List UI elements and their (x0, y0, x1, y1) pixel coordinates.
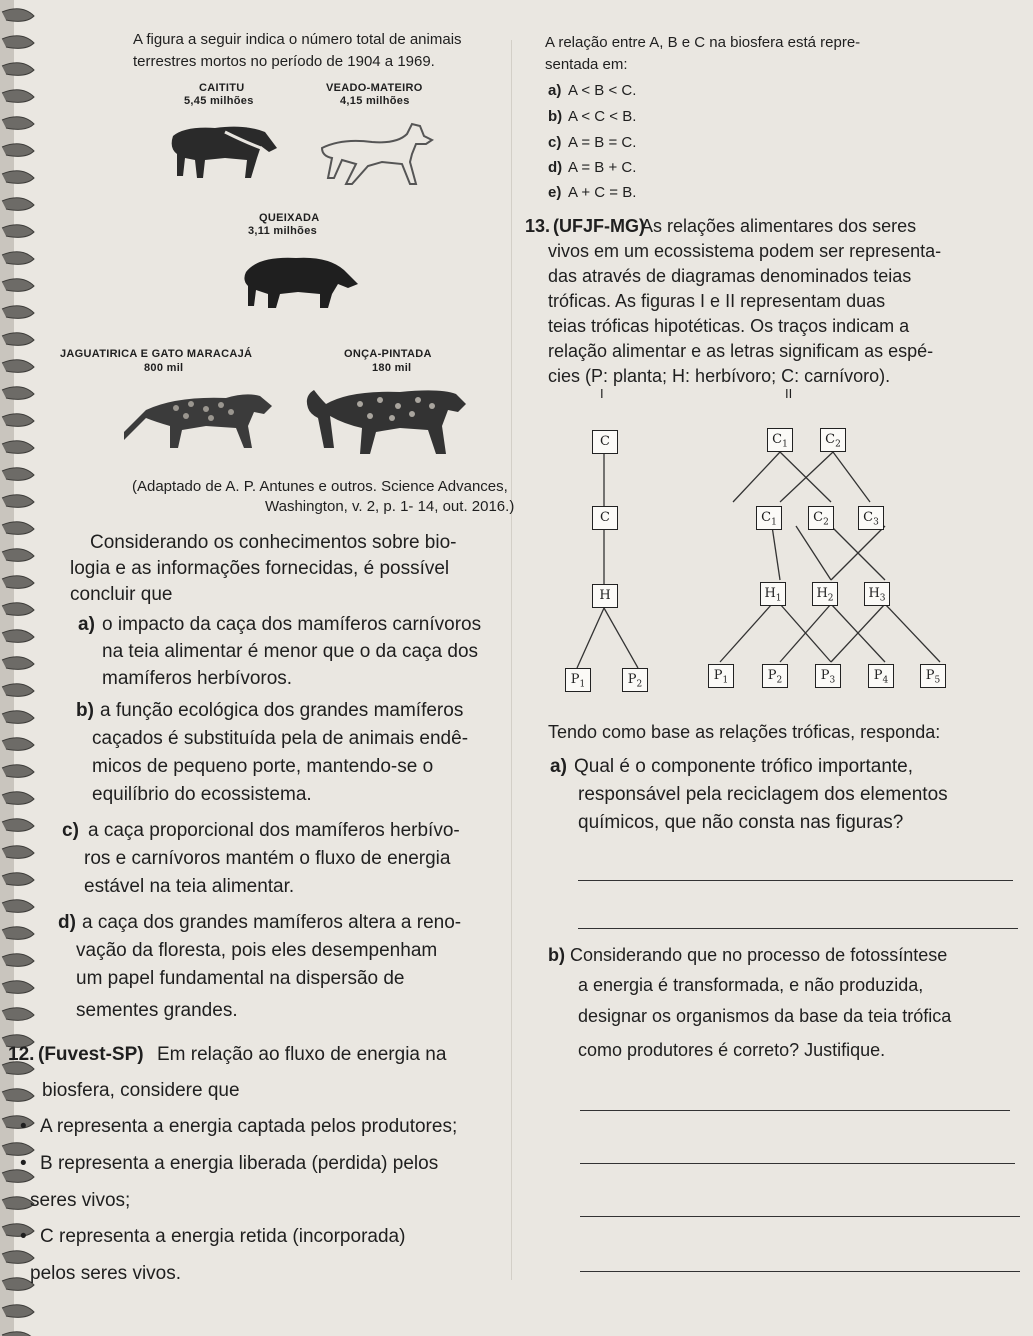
web2-node-c3: $C_3$ (858, 506, 884, 530)
q12-source: (Fuvest-SP) (38, 1044, 144, 1065)
column-divider (511, 40, 512, 1280)
binding-ring (2, 360, 34, 373)
q12-bullet-c: C representa a energia retida (incorporada) (40, 1226, 406, 1247)
web2-node-c1-top: $C_1$ (767, 428, 793, 452)
binding-ring (2, 900, 34, 913)
intro-line-1: A figura a seguir indica o número total de animais (133, 31, 462, 48)
q12-bullet-a: A representa a energia captada pelos produtores; (40, 1116, 458, 1137)
animal-name-caititu: CAITITU (199, 82, 245, 94)
q12-number: 12. (8, 1044, 35, 1065)
web1-node-p1: $P_1$ (565, 668, 591, 692)
option-b-letter: b) (76, 700, 94, 721)
option-c-line: ros e carnívoros mantém o fluxo de energia (84, 848, 451, 869)
prompt-line-2: logia e as informações fornecidas, é possível (70, 558, 450, 579)
option-c-letter: c) (62, 820, 79, 841)
qb-line: a energia é transformada, e não produzida, (578, 975, 924, 995)
q12-option-b[interactable]: A < C < B. (568, 108, 637, 125)
animal-name-queixada: QUEIXADA (259, 212, 320, 224)
web2-node-p2: $P_2$ (762, 664, 788, 688)
answer-line[interactable] (580, 1110, 1010, 1111)
option-d-line: um papel fundamental na dispersão de (76, 968, 405, 989)
q12-option-letter: e) (548, 184, 562, 201)
answer-line[interactable] (578, 880, 1013, 881)
binding-ring (2, 225, 34, 238)
option-c-line: a caça proporcional dos mamíferos herbívo- (88, 820, 460, 841)
q12-option-letter: c) (548, 134, 562, 151)
web2-node-c1: $C_1$ (756, 506, 782, 530)
binding-ring (2, 549, 34, 562)
animal-name-jaguatirica: JAGUATIRICA E GATO MARACAJÁ (60, 348, 253, 360)
q12-option-c[interactable]: A = B = C. (568, 134, 637, 151)
option-a-line: mamíferos herbívoros. (102, 668, 293, 689)
animal-name-onca: ONÇA-PINTADA (344, 348, 432, 360)
q13-line: tróficas. As figuras I e II representam duas (548, 291, 886, 311)
binding-ring (2, 1008, 34, 1021)
q13-line: As relações alimentares dos seres (641, 216, 917, 236)
source-line-2: Washington, v. 2, p. 1- 14, out. 2016.) (265, 498, 515, 515)
option-b-line: micos de pequeno porte, mantendo-se o (92, 756, 434, 777)
q12-option-letter: b) (548, 108, 563, 125)
web2-node-c2-top: $C_2$ (820, 428, 846, 452)
q12-option-a[interactable]: A < B < C. (568, 82, 637, 99)
web-label-ii: II (785, 386, 793, 401)
option-d-line: sementes grandes. (76, 1000, 238, 1021)
option-b-line: equilíbrio do ecossistema. (92, 784, 312, 805)
binding-ring (2, 1305, 34, 1318)
bullet-icon: • (20, 1116, 27, 1137)
binding-ring (2, 1089, 34, 1102)
binding-ring (2, 171, 34, 184)
option-d-line: vação da floresta, pois eles desempenham (76, 940, 438, 961)
q13-source: (UFJF-MG) (553, 216, 645, 236)
animal-count-caititu: 5,45 milhões (184, 95, 254, 107)
binding-ring (2, 1116, 34, 1129)
binding-ring (2, 711, 34, 724)
caititu-illustration (165, 118, 280, 180)
animal-count-jaguatirica: 800 mil (144, 362, 184, 374)
binding-ring (2, 279, 34, 292)
animal-count-veado: 4,15 milhões (340, 95, 410, 107)
binding-ring (2, 387, 34, 400)
binding-ring (2, 765, 34, 778)
q12-option-letter: d) (548, 159, 563, 176)
binding-ring (2, 90, 34, 103)
binding-ring (2, 1251, 34, 1264)
binding-ring (2, 144, 34, 157)
q12-cont-line-2: sentada em: (545, 56, 628, 73)
binding-ring (2, 117, 34, 130)
web2-node-p1: $P_1$ (708, 664, 734, 688)
bullet-icon: • (20, 1153, 27, 1174)
answer-line[interactable] (580, 1216, 1020, 1217)
web-instruction: Tendo como base as relações tróficas, responda: (548, 722, 941, 742)
binding-ring (2, 414, 34, 427)
binding-ring (2, 873, 34, 886)
binding-ring (2, 198, 34, 211)
qb-line: Considerando que no processo de fotossíntese (570, 945, 948, 965)
binding-ring (2, 738, 34, 751)
animal-name-veado: VEADO-MATEIRO (326, 82, 423, 94)
option-d-letter: d) (58, 912, 76, 933)
qb-letter: b) (548, 945, 565, 965)
qa-line: químicos, que não consta nas figuras? (578, 812, 904, 833)
web2-node-h2: $H_2$ (812, 582, 838, 606)
animal-count-queixada: 3,11 milhões (248, 225, 318, 237)
q12-bullet-c-cont: pelos seres vivos. (30, 1263, 182, 1284)
intro-line-2: terrestres mortos no período de 1904 a 1969. (133, 53, 435, 70)
option-c-line: estável na teia alimentar. (84, 876, 295, 897)
binding-ring (2, 846, 34, 859)
binding-ring (2, 684, 34, 697)
web2-node-h1: $H_1$ (760, 582, 786, 606)
q12-bullet-b-cont: seres vivos; (30, 1190, 131, 1211)
web1-node-c: C (592, 506, 618, 530)
binding-ring (2, 252, 34, 265)
web-label-i: I (600, 386, 604, 401)
web1-node-c-top: C (592, 430, 618, 454)
binding-ring (2, 306, 34, 319)
binding-ring (2, 927, 34, 940)
binding-ring (2, 1143, 34, 1156)
option-d-line: a caça dos grandes mamíferos altera a reno- (82, 912, 462, 933)
q12-cont-line-1: A relação entre A, B e C na biosfera está repre- (545, 34, 861, 51)
q12-option-letter: a) (548, 82, 562, 99)
answer-line[interactable] (580, 1271, 1020, 1272)
binding-ring (2, 630, 34, 643)
option-a-line: na teia alimentar é menor que o da caça dos (102, 641, 479, 662)
option-b-line: a função ecológica dos grandes mamíferos (100, 700, 464, 721)
qa-letter: a) (550, 756, 567, 777)
jaguar-illustration (300, 378, 470, 458)
q13-line: vivos em um ecossistema podem ser representa- (548, 241, 942, 261)
prompt-line-1: Considerando os conhecimentos sobre bio- (90, 532, 457, 553)
binding-ring (2, 954, 34, 967)
web2-node-c2: $C_2$ (808, 506, 834, 530)
answer-line[interactable] (580, 1163, 1015, 1164)
binding-ring (2, 333, 34, 346)
ocelot-illustration (116, 382, 276, 452)
binding-ring (2, 981, 34, 994)
web1-node-h: H (592, 584, 618, 608)
animal-count-onca: 180 mil (372, 362, 412, 374)
bullet-icon: • (20, 1226, 27, 1247)
q12-line: biosfera, considere que (42, 1080, 240, 1101)
option-a-letter: a) (78, 614, 95, 635)
web2-node-h3: $H_3$ (864, 582, 890, 606)
web2-node-p5: $P_5$ (920, 664, 946, 688)
qa-line: Qual é o componente trófico importante, (574, 756, 914, 777)
binding-ring (2, 36, 34, 49)
answer-line[interactable] (578, 928, 1018, 929)
binding-ring (2, 522, 34, 535)
binding-ring (2, 603, 34, 616)
binding-ring (2, 1170, 34, 1183)
binding-ring (2, 9, 34, 22)
qa-line: responsável pela reciclagem dos elementos (578, 784, 948, 805)
binding-ring (2, 63, 34, 76)
q13-line: relação alimentar e as letras significam as espé- (548, 341, 934, 361)
web1-node-p2: $P_2$ (622, 668, 648, 692)
binding-ring (2, 657, 34, 670)
q12-option-d[interactable]: A = B + C. (568, 159, 637, 176)
q13-line: teias tróficas hipotéticas. Os traços indicam a (548, 316, 910, 336)
q12-line: Em relação ao fluxo de energia na (157, 1044, 447, 1065)
binding-ring (2, 1224, 34, 1237)
q13-line: cies (P: planta; H: herbívoro; C: carnívoro). (548, 366, 891, 386)
binding-ring (2, 441, 34, 454)
qb-line: como produtores é correto? Justifique. (578, 1040, 886, 1060)
binding-ring (2, 576, 34, 589)
source-line-1: (Adaptado de A. P. Antunes e outros. Science Advances, (132, 478, 508, 495)
web2-node-p3: $P_3$ (815, 664, 841, 688)
web2-node-p4: $P_4$ (868, 664, 894, 688)
binding-ring (2, 819, 34, 832)
q13-line: das através de diagramas denominados teias (548, 266, 912, 286)
binding-ring (2, 792, 34, 805)
binding-ring (2, 495, 34, 508)
prompt-line-3: concluir que (70, 584, 173, 605)
q12-bullet-b: B representa a energia liberada (perdida) pelos (40, 1153, 439, 1174)
binding-ring (2, 468, 34, 481)
q12-option-e[interactable]: A + C = B. (568, 184, 637, 201)
qb-line: designar os organismos da base da teia trófica (578, 1006, 952, 1026)
deer-illustration (312, 118, 437, 188)
q13-number: 13. (525, 216, 551, 236)
option-a-line: o impacto da caça dos mamíferos carnívoros (102, 614, 482, 635)
queixada-illustration (240, 250, 360, 312)
option-b-line: caçados é substituída pela de animais endê- (92, 728, 469, 749)
